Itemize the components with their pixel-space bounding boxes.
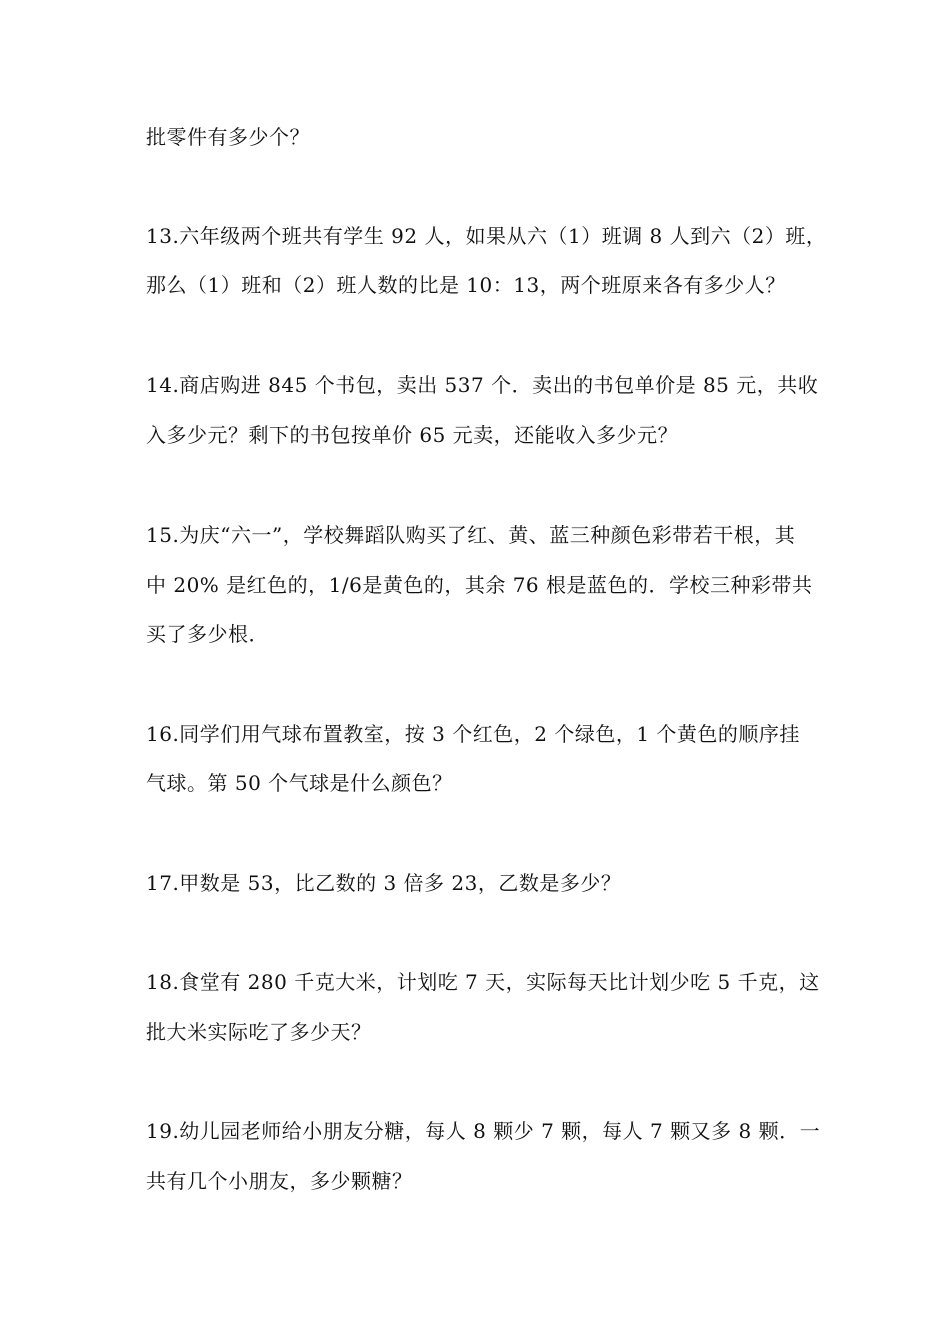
problem-line: 买了多少根． xyxy=(146,622,269,646)
problem-line: 16.同学们用气球布置教室，按 3 个红色，2 个绿色，1 个黄色的顺序挂 xyxy=(146,722,800,746)
problem-line: 气球。第 50 个气球是什么颜色？ xyxy=(146,771,453,795)
problem-line: 中 20% 是红色的，1/6是黄色的，其余 76 根是蓝色的．学校三种彩带共 xyxy=(146,573,813,597)
problem-line: 14.商店购进 845 个书包，卖出 537 个．卖出的书包单价是 85 元，共收 xyxy=(146,373,819,397)
problem-line: 13.六年级两个班共有学生 92 人，如果从六（1）班调 8 人到六（2）班， xyxy=(146,224,827,248)
problem-line: 入多少元？剩下的书包按单价 65 元卖，还能收入多少元？ xyxy=(146,423,679,447)
problem-line: 18.食堂有 280 千克大米，计划吃 7 天，实际每天比计划少吃 5 千克，这 xyxy=(146,970,820,994)
problem-line: 17.甲数是 53，比乙数的 3 倍多 23，乙数是多少？ xyxy=(146,871,622,895)
problem-line: 批大米实际吃了多少天？ xyxy=(146,1020,372,1044)
problem-line: 那么（1）班和（2）班人数的比是 10：13，两个班原来各有多少人？ xyxy=(146,273,786,297)
problem-line: 15.为庆“六一”，学校舞蹈队购买了红、黄、蓝三种颜色彩带若干根，其 xyxy=(146,523,796,547)
problem-line: 共有几个小朋友，多少颗糖？ xyxy=(146,1169,413,1193)
problem-line: 19.幼儿园老师给小朋友分糖，每人 8 颗少 7 颗，每人 7 颗又多 8 颗．一 xyxy=(146,1119,821,1143)
continuation-text: 批零件有多少个？ xyxy=(146,125,310,149)
